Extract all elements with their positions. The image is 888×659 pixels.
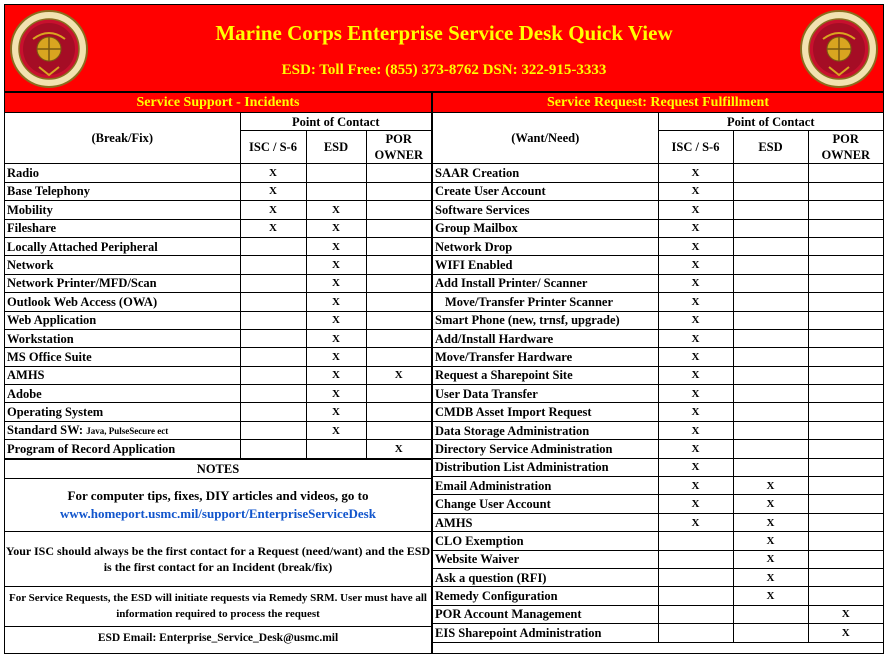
row-label bbox=[433, 513, 658, 531]
table-row bbox=[433, 182, 883, 200]
table-row bbox=[433, 293, 883, 311]
isc-mark bbox=[240, 329, 306, 347]
esd-mark bbox=[733, 274, 808, 292]
row-label bbox=[5, 311, 240, 329]
por-mark bbox=[366, 403, 431, 421]
tips-text: For computer tips, fixes, DIY articles and videos, go to bbox=[67, 487, 369, 503]
table-row bbox=[5, 164, 431, 182]
row-label-text: Create User Account bbox=[435, 184, 546, 199]
esd-mark bbox=[733, 421, 808, 439]
isc-mark bbox=[658, 568, 733, 586]
isc-mark: X bbox=[658, 311, 733, 329]
row-label-text: CLO Exemption bbox=[435, 533, 524, 548]
por-mark bbox=[808, 274, 883, 292]
row-label bbox=[433, 440, 658, 458]
esd-mark: X bbox=[306, 366, 366, 384]
por-mark: X bbox=[366, 440, 431, 458]
por-mark bbox=[366, 274, 431, 292]
tips-note bbox=[5, 479, 431, 532]
esd-mark: X bbox=[306, 329, 366, 347]
esd-mark: X bbox=[306, 421, 366, 439]
isc-mark bbox=[240, 256, 306, 274]
table-row bbox=[433, 366, 883, 384]
isc-mark: X bbox=[658, 403, 733, 421]
row-label-text: WIFI Enabled bbox=[435, 258, 513, 273]
table-row bbox=[5, 219, 431, 237]
por-mark bbox=[808, 164, 883, 182]
row-label-text: POR Account Management bbox=[435, 607, 582, 622]
esd-mark: X bbox=[306, 293, 366, 311]
isc-mark bbox=[658, 587, 733, 605]
isc-mark: X bbox=[240, 201, 306, 219]
isc-mark bbox=[658, 550, 733, 568]
por-mark bbox=[366, 256, 431, 274]
table-row bbox=[5, 201, 431, 219]
esd-mark bbox=[733, 201, 808, 219]
row-label bbox=[433, 237, 658, 255]
row-label-text: MS Office Suite bbox=[7, 349, 92, 364]
requests-col-isc: ISC / S-6 bbox=[658, 131, 733, 164]
row-label-text: EIS Sharepoint Administration bbox=[435, 625, 602, 640]
isc-mark bbox=[240, 440, 306, 458]
esd-mark bbox=[306, 182, 366, 200]
table-row bbox=[433, 587, 883, 605]
table-row bbox=[5, 256, 431, 274]
isc-mark: X bbox=[240, 182, 306, 200]
esd-mark bbox=[733, 293, 808, 311]
por-mark bbox=[366, 164, 431, 182]
row-label-text: Add/Install Hardware bbox=[435, 331, 554, 346]
header-banner bbox=[4, 4, 884, 92]
isc-mark: X bbox=[658, 477, 733, 495]
isc-mark bbox=[240, 385, 306, 403]
table-row bbox=[433, 219, 883, 237]
por-mark bbox=[808, 568, 883, 586]
row-label-text: Email Administration bbox=[435, 478, 552, 493]
table-row bbox=[433, 477, 883, 495]
incidents-table bbox=[5, 113, 431, 459]
row-label bbox=[433, 532, 658, 550]
isc-mark: X bbox=[658, 219, 733, 237]
esd-mark bbox=[733, 458, 808, 476]
row-label bbox=[433, 348, 658, 366]
por-mark bbox=[808, 237, 883, 255]
por-mark bbox=[808, 348, 883, 366]
isc-mark: X bbox=[658, 348, 733, 366]
row-label bbox=[5, 256, 240, 274]
por-mark bbox=[808, 513, 883, 531]
table-row bbox=[433, 550, 883, 568]
table-row bbox=[433, 274, 883, 292]
table-row bbox=[433, 256, 883, 274]
por-mark bbox=[808, 329, 883, 347]
row-label bbox=[5, 403, 240, 421]
por-mark: X bbox=[366, 366, 431, 384]
row-label-text: Software Services bbox=[435, 202, 530, 217]
marine-corps-seal-icon bbox=[799, 9, 879, 89]
table-row bbox=[433, 458, 883, 476]
table-row bbox=[5, 329, 431, 347]
row-label bbox=[433, 421, 658, 439]
esd-mark: X bbox=[733, 495, 808, 513]
table-row bbox=[5, 311, 431, 329]
esd-mark: X bbox=[733, 513, 808, 531]
table-row bbox=[5, 182, 431, 200]
isc-mark: X bbox=[658, 274, 733, 292]
row-label-text: Program of Record Application bbox=[7, 441, 176, 456]
requests-poc-header: Point of Contact bbox=[658, 113, 883, 131]
table-row bbox=[433, 568, 883, 586]
isc-mark: X bbox=[658, 256, 733, 274]
row-label-text: Operating System bbox=[7, 405, 104, 420]
por-mark bbox=[808, 256, 883, 274]
esd-mark bbox=[733, 182, 808, 200]
row-label bbox=[433, 550, 658, 568]
por-mark bbox=[808, 385, 883, 403]
row-label bbox=[433, 293, 658, 311]
esd-mark bbox=[733, 385, 808, 403]
row-note-text: Java, PulseSecure ect bbox=[86, 426, 169, 437]
page-title: Marine Corps Enterprise Service Desk Quick View bbox=[215, 21, 673, 45]
isc-mark bbox=[658, 624, 733, 642]
esd-mark bbox=[306, 440, 366, 458]
row-label-text: SAAR Creation bbox=[435, 166, 520, 181]
esd-mark: X bbox=[733, 550, 808, 568]
row-label-text: AMHS bbox=[7, 368, 45, 383]
row-label-text: Data Storage Administration bbox=[435, 423, 590, 438]
por-mark bbox=[808, 477, 883, 495]
row-label bbox=[5, 440, 240, 458]
table-row bbox=[433, 495, 883, 513]
table-row bbox=[5, 274, 431, 292]
requests-table bbox=[433, 113, 883, 643]
row-label-text: Fileshare bbox=[7, 221, 57, 236]
esd-mark bbox=[733, 348, 808, 366]
row-label bbox=[433, 568, 658, 586]
row-label-text: Move/Transfer Hardware bbox=[435, 349, 573, 364]
table-row bbox=[433, 440, 883, 458]
isc-mark: X bbox=[658, 329, 733, 347]
row-label-text: Add Install Printer/ Scanner bbox=[435, 276, 588, 291]
row-label-text: Network Drop bbox=[435, 239, 513, 254]
esd-mark: X bbox=[306, 219, 366, 237]
row-label-text: Network Printer/MFD/Scan bbox=[7, 276, 157, 291]
table-row bbox=[5, 421, 431, 439]
row-label bbox=[433, 256, 658, 274]
row-label bbox=[5, 219, 240, 237]
esd-mark bbox=[733, 311, 808, 329]
isc-mark: X bbox=[658, 495, 733, 513]
por-mark bbox=[366, 219, 431, 237]
isc-mark bbox=[240, 311, 306, 329]
por-mark bbox=[808, 458, 883, 476]
row-label bbox=[5, 329, 240, 347]
isc-mark: X bbox=[658, 164, 733, 182]
isc-mark: X bbox=[240, 164, 306, 182]
row-label-text: Distribution List Administration bbox=[435, 460, 609, 475]
isc-mark bbox=[658, 605, 733, 623]
table-row bbox=[5, 237, 431, 255]
row-label-text: Base Telephony bbox=[7, 184, 91, 199]
requests-section-title: Service Request: Request Fulfillment bbox=[433, 93, 883, 113]
table-row bbox=[433, 513, 883, 531]
row-label bbox=[433, 219, 658, 237]
por-mark bbox=[366, 182, 431, 200]
por-mark: X bbox=[808, 605, 883, 623]
esd-mark: X bbox=[733, 587, 808, 605]
row-label bbox=[433, 201, 658, 219]
table-row bbox=[433, 348, 883, 366]
table-row bbox=[433, 164, 883, 182]
requests-panel bbox=[432, 92, 884, 654]
row-label-text: Move/Transfer Printer Scanner bbox=[445, 294, 614, 309]
esd-mark: X bbox=[733, 477, 808, 495]
row-label bbox=[433, 458, 658, 476]
esd-mark: X bbox=[306, 348, 366, 366]
isc-mark: X bbox=[658, 385, 733, 403]
table-row bbox=[433, 605, 883, 623]
isc-mark bbox=[240, 421, 306, 439]
table-row bbox=[5, 440, 431, 458]
esd-mark bbox=[733, 237, 808, 255]
isc-mark bbox=[658, 532, 733, 550]
row-label-text: Request a Sharepoint Site bbox=[435, 368, 573, 383]
por-mark: X bbox=[808, 624, 883, 642]
row-label bbox=[5, 201, 240, 219]
row-label bbox=[5, 421, 240, 439]
por-mark bbox=[808, 311, 883, 329]
esd-mark: X bbox=[306, 256, 366, 274]
por-mark bbox=[808, 421, 883, 439]
table-row bbox=[5, 366, 431, 384]
esd-mark bbox=[733, 605, 808, 623]
por-mark bbox=[366, 329, 431, 347]
esd-mark: X bbox=[733, 532, 808, 550]
remedy-srm-note: For Service Requests, the ESD will initiate requests via Remedy SRM. User must have all information required to process the request bbox=[5, 587, 431, 627]
esd-mark bbox=[733, 329, 808, 347]
isc-mark: X bbox=[240, 219, 306, 237]
row-label-text: Directory Service Administration bbox=[435, 441, 613, 456]
isc-mark bbox=[240, 403, 306, 421]
esd-mark: X bbox=[733, 568, 808, 586]
row-label-text: AMHS bbox=[435, 515, 473, 530]
esd-mark bbox=[733, 164, 808, 182]
row-label bbox=[5, 274, 240, 292]
esd-contact-numbers: ESD: Toll Free: (855) 373-8762 DSN: 322-915-3333 bbox=[281, 62, 607, 78]
isc-mark bbox=[240, 348, 306, 366]
table-row bbox=[5, 348, 431, 366]
row-label bbox=[433, 495, 658, 513]
row-label-text: Network bbox=[7, 258, 54, 273]
table-row bbox=[433, 403, 883, 421]
esd-mark: X bbox=[306, 311, 366, 329]
isc-mark: X bbox=[658, 458, 733, 476]
por-mark bbox=[808, 293, 883, 311]
isc-mark: X bbox=[658, 182, 733, 200]
row-label bbox=[433, 182, 658, 200]
esd-mark bbox=[733, 256, 808, 274]
por-mark bbox=[808, 201, 883, 219]
table-row bbox=[433, 201, 883, 219]
isc-mark: X bbox=[658, 513, 733, 531]
row-label bbox=[433, 385, 658, 403]
isc-mark bbox=[240, 274, 306, 292]
row-label-text: Smart Phone (new, trnsf, upgrade) bbox=[435, 313, 620, 328]
row-label bbox=[433, 587, 658, 605]
por-mark bbox=[808, 366, 883, 384]
isc-mark bbox=[240, 293, 306, 311]
esd-homeport-link[interactable]: www.homeport.usmc.mil/support/EnterpriseServiceDesk bbox=[60, 505, 376, 521]
isc-mark bbox=[240, 237, 306, 255]
row-label-text: Website Waiver bbox=[435, 552, 520, 567]
isc-mark: X bbox=[658, 237, 733, 255]
por-mark bbox=[808, 440, 883, 458]
row-label bbox=[5, 366, 240, 384]
esd-mark: X bbox=[306, 385, 366, 403]
row-label bbox=[433, 403, 658, 421]
table-row bbox=[433, 421, 883, 439]
esd-mark: X bbox=[306, 201, 366, 219]
por-mark bbox=[808, 587, 883, 605]
table-row bbox=[5, 385, 431, 403]
isc-mark: X bbox=[658, 366, 733, 384]
esd-mark bbox=[733, 440, 808, 458]
requests-col-por: POR OWNER bbox=[808, 131, 883, 164]
row-label bbox=[433, 329, 658, 347]
por-mark bbox=[808, 495, 883, 513]
row-label-text: Adobe bbox=[7, 386, 42, 401]
table-row bbox=[5, 293, 431, 311]
incidents-poc-header: Point of Contact bbox=[240, 113, 431, 131]
por-mark bbox=[366, 293, 431, 311]
row-label-text: Locally Attached Peripheral bbox=[7, 239, 158, 254]
row-label bbox=[5, 385, 240, 403]
table-row bbox=[433, 237, 883, 255]
incidents-col-por: POR OWNER bbox=[366, 131, 431, 164]
row-label-text: Group Mailbox bbox=[435, 221, 518, 236]
row-label-text: Remedy Configuration bbox=[435, 589, 558, 604]
esd-mark: X bbox=[306, 237, 366, 255]
row-label bbox=[433, 605, 658, 623]
row-label-text: Change User Account bbox=[435, 497, 551, 512]
por-mark bbox=[808, 182, 883, 200]
isc-first-contact-note: Your ISC should always be the first contact for a Request (need/want) and the ESD is the first contact for an Incident (break/fix) bbox=[5, 532, 431, 587]
notes-title: NOTES bbox=[5, 459, 431, 479]
por-mark bbox=[366, 421, 431, 439]
incidents-col-isc: ISC / S-6 bbox=[240, 131, 306, 164]
por-mark bbox=[366, 201, 431, 219]
row-label bbox=[5, 237, 240, 255]
esd-mark bbox=[733, 624, 808, 642]
table-row bbox=[433, 385, 883, 403]
por-mark bbox=[808, 403, 883, 421]
row-label bbox=[433, 624, 658, 642]
esd-mark bbox=[733, 403, 808, 421]
por-mark bbox=[808, 550, 883, 568]
isc-mark: X bbox=[658, 421, 733, 439]
esd-mark: X bbox=[306, 403, 366, 421]
row-label-text: Workstation bbox=[7, 331, 74, 346]
row-label-text: User Data Transfer bbox=[435, 386, 538, 401]
esd-mark bbox=[733, 219, 808, 237]
row-label bbox=[433, 164, 658, 182]
row-label-text: Outlook Web Access (OWA) bbox=[7, 294, 158, 309]
esd-mark bbox=[733, 366, 808, 384]
row-label-text: Radio bbox=[7, 166, 39, 181]
incidents-section-title: Service Support - Incidents bbox=[5, 93, 431, 113]
row-label-text: Mobility bbox=[7, 202, 53, 217]
table-row bbox=[5, 403, 431, 421]
row-label bbox=[5, 164, 240, 182]
por-mark bbox=[366, 348, 431, 366]
por-mark bbox=[808, 219, 883, 237]
table-row bbox=[433, 311, 883, 329]
esd-email: ESD Email: Enterprise_Service_Desk@usmc.mil bbox=[97, 631, 339, 644]
row-label bbox=[433, 477, 658, 495]
isc-mark: X bbox=[658, 293, 733, 311]
row-label-text: Ask a question (RFI) bbox=[435, 570, 547, 585]
incidents-col-esd: ESD bbox=[306, 131, 366, 164]
requests-type-label: (Want/Need) bbox=[433, 113, 658, 164]
isc-mark bbox=[240, 366, 306, 384]
esd-mark: X bbox=[306, 274, 366, 292]
incidents-type-label: (Break/Fix) bbox=[5, 113, 240, 164]
isc-mark: X bbox=[658, 201, 733, 219]
row-label bbox=[5, 182, 240, 200]
por-mark bbox=[366, 311, 431, 329]
incidents-panel bbox=[4, 92, 432, 654]
esd-mark bbox=[306, 164, 366, 182]
table-row bbox=[433, 532, 883, 550]
requests-col-esd: ESD bbox=[733, 131, 808, 164]
por-mark bbox=[366, 385, 431, 403]
row-label-text: Web Application bbox=[7, 313, 97, 328]
row-label bbox=[433, 274, 658, 292]
row-label bbox=[433, 311, 658, 329]
table-row bbox=[433, 624, 883, 642]
row-label-text: Standard SW: bbox=[7, 423, 84, 438]
table-row bbox=[433, 329, 883, 347]
por-mark bbox=[366, 237, 431, 255]
isc-mark: X bbox=[658, 440, 733, 458]
row-label bbox=[5, 293, 240, 311]
row-label bbox=[433, 366, 658, 384]
row-label-text: CMDB Asset Import Request bbox=[435, 405, 592, 420]
row-label bbox=[5, 348, 240, 366]
por-mark bbox=[808, 532, 883, 550]
